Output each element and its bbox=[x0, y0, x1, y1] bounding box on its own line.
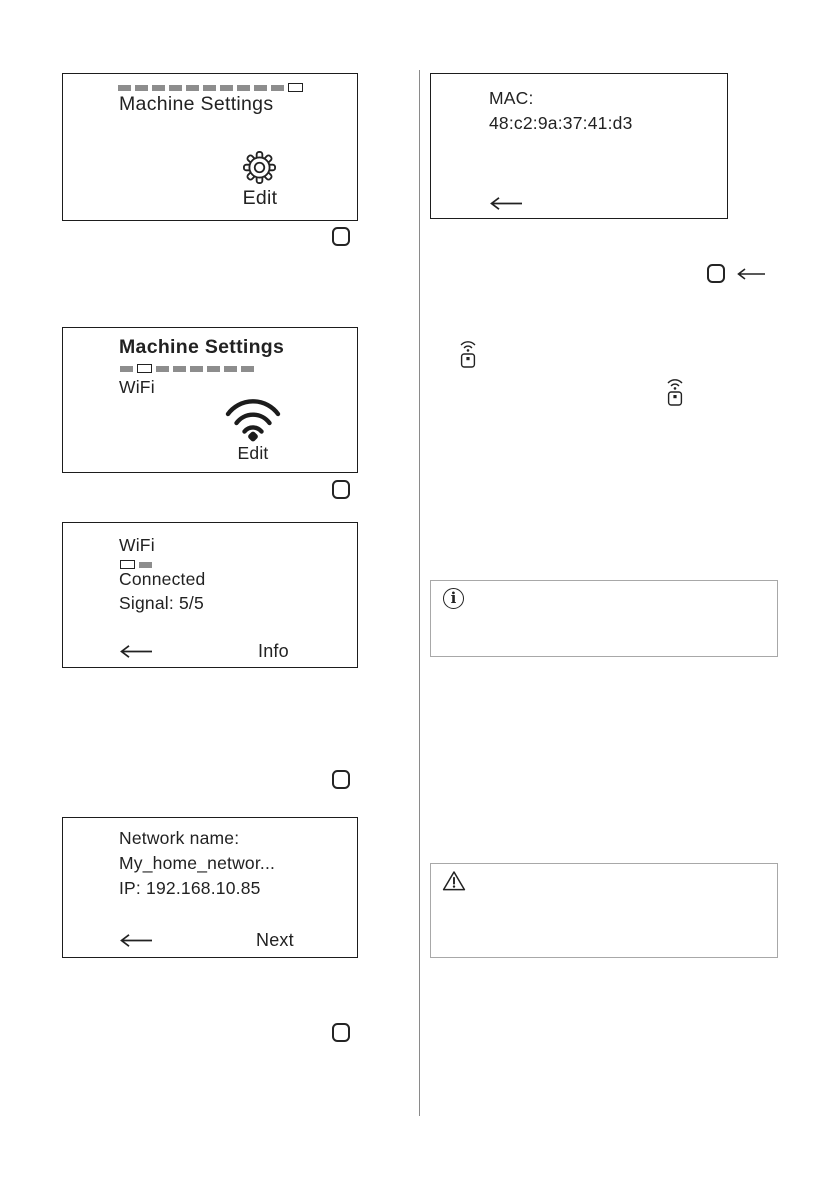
network-name-label: Network name: bbox=[119, 828, 240, 848]
info-note-box bbox=[430, 580, 778, 657]
screen-wifi-status bbox=[62, 522, 358, 668]
ok-button-icon bbox=[707, 264, 725, 283]
machine-wifi-icon bbox=[459, 341, 477, 368]
edit-action-label: Edit bbox=[242, 187, 278, 209]
screen-machine-settings-wifi bbox=[62, 327, 358, 473]
mac-label: MAC: bbox=[489, 88, 534, 108]
status-line: Connected bbox=[119, 569, 206, 589]
warning-icon bbox=[442, 870, 466, 892]
edit-action-label: Edit bbox=[237, 443, 269, 463]
back-arrow-icon bbox=[736, 267, 766, 281]
back-arrow-icon bbox=[119, 933, 153, 948]
warning-note-box bbox=[430, 863, 778, 958]
info-icon: i bbox=[443, 588, 464, 609]
screen-title: WiFi bbox=[119, 535, 155, 555]
screen-mac-address bbox=[430, 73, 728, 219]
progress-dashes bbox=[120, 560, 152, 569]
wifi-icon bbox=[223, 395, 283, 442]
signal-line: Signal: 5/5 bbox=[119, 593, 204, 613]
ip-address: IP: 192.168.10.85 bbox=[119, 878, 261, 898]
network-name-value: My_home_networ... bbox=[119, 853, 276, 873]
gear-icon bbox=[243, 150, 276, 185]
menu-item-label: WiFi bbox=[119, 377, 155, 397]
mac-value: 48:c2:9a:37:41:d3 bbox=[489, 113, 633, 133]
screen-title: Machine Settings bbox=[119, 93, 274, 115]
column-divider bbox=[419, 70, 420, 1116]
info-action-label: Info bbox=[258, 641, 289, 661]
screen-machine-settings bbox=[62, 73, 358, 221]
ok-button-icon bbox=[332, 480, 350, 499]
screen-network-info bbox=[62, 817, 358, 958]
ok-button-icon bbox=[332, 770, 350, 789]
progress-dashes bbox=[120, 364, 254, 373]
ok-button-icon bbox=[332, 227, 350, 246]
back-arrow-icon bbox=[489, 196, 523, 211]
next-action-label: Next bbox=[256, 930, 294, 950]
screen-title: Machine Settings bbox=[119, 336, 285, 358]
ok-button-icon bbox=[332, 1023, 350, 1042]
back-arrow-icon bbox=[119, 644, 153, 659]
machine-wifi-icon bbox=[666, 379, 684, 406]
progress-dashes bbox=[118, 83, 303, 92]
